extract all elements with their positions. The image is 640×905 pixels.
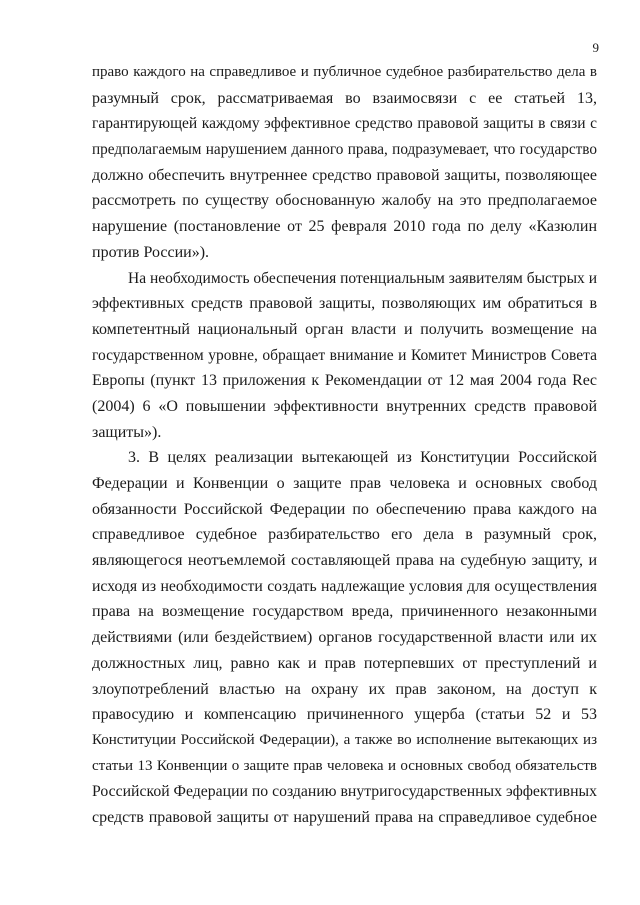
text-line: действиями (или бездействием) органов государственной власти или их (92, 629, 597, 647)
text-line: Российской Федерации по созданию внутригосударственных эффективных (92, 783, 597, 801)
text-line: нарушение (постановление от 25 февраля 2010 года по делу «Казюлин (92, 218, 597, 236)
text-line: рассмотреть по существу обоснованную жалобу на это предполагаемое (92, 192, 597, 210)
text-line: Европы (пункт 13 приложения к Рекомендации от 12 мая 2004 года Rec (92, 372, 597, 390)
text-line: эффективных средств правовой защиты, позволяющих им обратиться в (92, 295, 597, 313)
page-number: 9 (592, 40, 599, 55)
text-line: На необходимость обеспечения потенциальным заявителям быстрых и (128, 269, 597, 287)
text-line: должностных лиц, равно как и прав потерпевших от преступлений и (92, 654, 597, 672)
text-line: против России»). (92, 243, 210, 261)
text-line: разумный срок, рассматриваемая во взаимосвязи с ее статьей 13, (92, 89, 597, 107)
text-line: являющегося неотъемлемой составляющей права на судебную защиту, и (92, 552, 597, 570)
text-line: справедливое судебное разбирательство его дела в разумный срок, (92, 526, 597, 544)
text-line: обязанности Российской Федерации по обеспечению права каждого на (92, 500, 597, 518)
text-line: государственном уровне, обращает внимание и Комитет Министров Совета (92, 346, 597, 364)
text-line: исходя из необходимости создать надлежащие условия для осуществления (92, 577, 597, 595)
text-line: защиты»). (92, 423, 162, 441)
text-line: средств правовой защиты от нарушений права на справедливое судебное (92, 808, 597, 826)
text-line: право каждого на справедливое и публичное судебное разбирательство дела в (92, 64, 597, 80)
text-line: предполагаемым нарушением данного права, подразумевает, что государство (92, 141, 597, 159)
text-line: компетентный национальный орган власти и получить возмещение на (92, 320, 597, 338)
document-body (92, 60, 597, 831)
text-line: Федерации и Конвенции о защите прав человека и основных свобод (92, 475, 597, 492)
text-line: гарантирующей каждому эффективное средство правовой защиты в связи с (92, 115, 597, 133)
text-line: 3. В целях реализации вытекающей из Конституции Российской (128, 449, 597, 467)
text-line: правосудию и компенсацию причиненного ущерба (статьи 52 и 53 (92, 706, 597, 724)
text-line: злоупотреблений властью на охрану их прав законом, на доступ к (92, 680, 597, 698)
text-line: статьи 13 Конвенции о защите прав человека и основных свобод обязательств (92, 757, 597, 774)
text-line: Конституции Российской Федерации), а также во исполнение вытекающих из (92, 731, 597, 748)
text-line: должно обеспечить внутреннее средство правовой защиты, позволяющее (92, 166, 597, 184)
text-line: (2004) 6 «О повышении эффективности внутренних средств правовой (92, 397, 597, 415)
text-line: права на возмещение государством вреда, причиненного незаконными (92, 603, 597, 621)
